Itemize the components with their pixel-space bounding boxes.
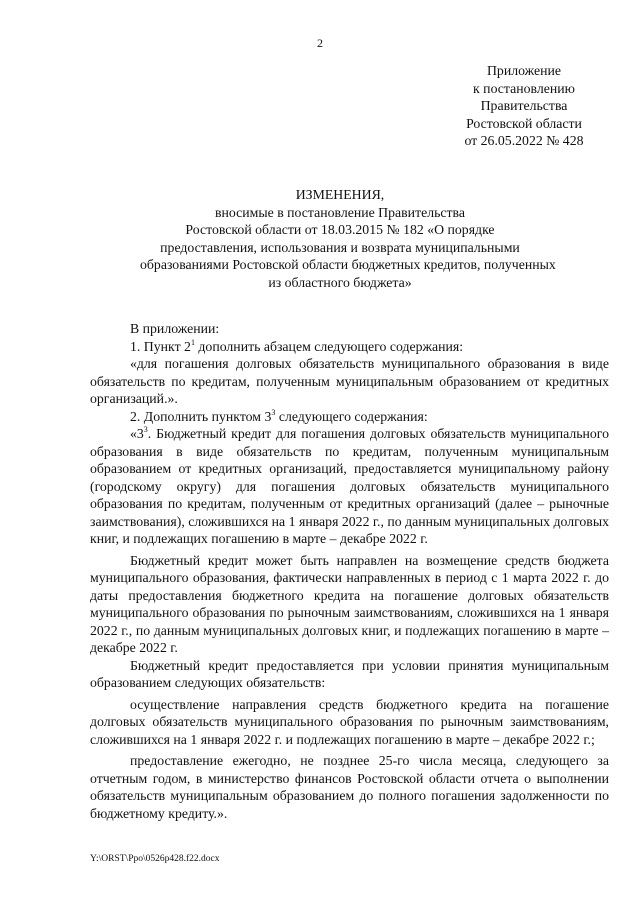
title-line: образованиями Ростовской области бюджетных кредитов, полученных <box>140 257 556 273</box>
item-1-text: 1. Пункт 2 <box>130 338 191 354</box>
appendix-date-line: от 26.05.2022 № 428 <box>464 133 584 148</box>
point-3-3-number: «3 <box>130 426 144 441</box>
appendix-header <box>444 62 604 150</box>
appendix-line: Приложение <box>486 63 562 78</box>
item-1-paragraph <box>90 338 609 356</box>
item-2-text-tail: следующего содержания: <box>275 408 428 424</box>
conditions-paragraph: Бюджетный кредит предоставляется при условии принятия муниципальным образованием следующих обязательств: <box>90 657 609 690</box>
title-heading: ИЗМЕНЕНИЯ, <box>295 187 385 202</box>
point-3-3-paragraph <box>90 425 609 548</box>
item-2-superscript: 3 <box>271 407 276 417</box>
appendix-line: Правительства <box>480 98 568 113</box>
obligation-2-paragraph: предоставление ежегодно, не позднее 25-го числа месяца, следующего за отчетным годом, в министерство финансов Ростовской области отчета о выполнении обязательств муниципальным образованием до полного погашения задолженности по бюджетному кредиту.». <box>90 753 609 821</box>
title-line: из областного бюджета» <box>268 274 412 290</box>
document-body <box>90 320 609 822</box>
intro-paragraph: В приложении: <box>130 321 220 336</box>
item-1-text-tail: дополнить абзацем следующего содержания: <box>194 338 464 354</box>
item-2-text: 2. Дополнить пунктом 3 <box>130 408 272 424</box>
point-3-3-superscript: 3 <box>143 425 148 434</box>
item-2-paragraph <box>90 408 609 426</box>
obligation-1-paragraph: осуществление направления средств бюджетного кредита на погашение долговых обязательств муниципального образования по рыночным заимствованиям, сложившихся на 1 января 2022 г. и подлежащих погашению в марте – декабре 2022 г.; <box>90 696 609 747</box>
title-line: вносимые в постановление Правительства <box>214 204 466 220</box>
file-path-footer: Y:\ORST\Ppo\0526p428.f22.docx <box>90 854 220 864</box>
page-number: 2 <box>317 36 323 50</box>
point-3-3-text: . Бюджетный кредит для погашения долговых обязательств муниципального образования в виде обязательств по кредитам, полученным муниципальным образованием от кредитных организаций, предоставляется муниципальному району (городскому округу) для погашения долговых обязательств муниципального образования по кредитам, полученным от кредитных организаций (далее – рыночные заимствования), сложившихся на 1 января 2022 г., по данным муниципальных долговых книг, и подлежащих погашению в марте – декабре 2022 г. <box>90 426 609 546</box>
document-title <box>140 186 556 292</box>
reimbursement-paragraph: Бюджетный кредит может быть направлен на возмещение средств бюджета муниципального образования, фактически направленных в период с 1 марта 2022 г. до даты предоставления бюджетного кредита на погашение долговых обязательств муниципального образования по рыночным заимствованиям, сложившихся на 1 января 2022 г., по данным муниципальных долговых книг, и подлежащих погашению в марте – декабре 2022 г. <box>90 552 609 655</box>
title-line: предоставления, использования и возврата муниципальными <box>160 239 520 255</box>
appendix-line: Ростовской области <box>466 115 582 131</box>
appendix-line: к постановлению <box>473 80 575 96</box>
item-1-superscript: 1 <box>190 337 195 347</box>
item-1-quote: «для погашения долговых обязательств муниципального образования в виде обязательств по кредитам, полученным муниципальным образованием от кредитных организаций.». <box>90 356 609 406</box>
title-line: Ростовской области от 18.03.2015 № 182 «О порядке <box>185 222 495 238</box>
